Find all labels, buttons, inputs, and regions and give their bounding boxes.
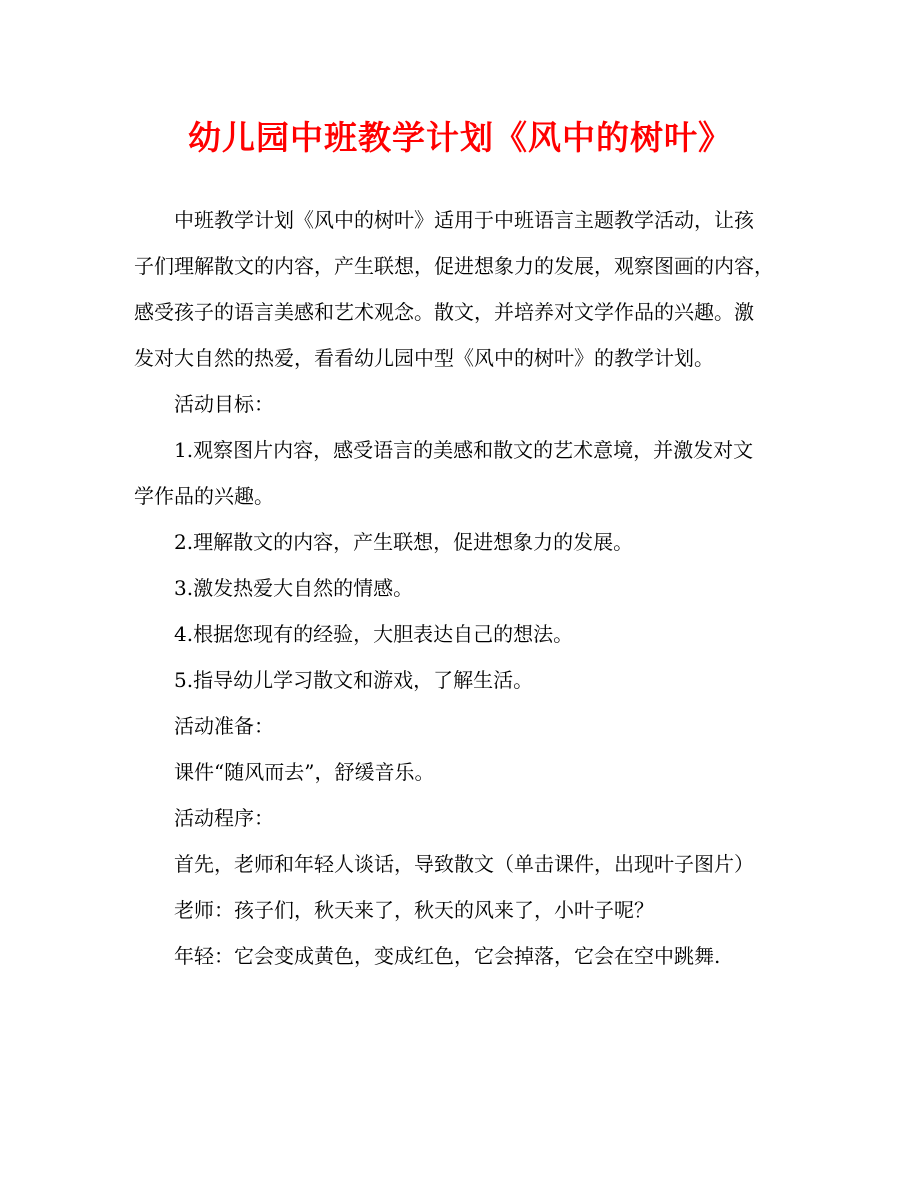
process-line: 年轻：它会变成黄色，变成红色，它会掉落，它会在空中跳舞. xyxy=(174,944,721,968)
process-line: 首先，老师和年轻人谈话，导致散文（单击课件，出现叶子图片） xyxy=(174,852,754,876)
prep-heading: 活动准备： xyxy=(174,714,274,738)
goal-item-2: 2.理解散文的内容，产生联想，促进想象力的发展。 xyxy=(174,530,634,554)
goal-item-5: 5.指导幼儿学习散文和游戏，了解生活。 xyxy=(174,668,534,692)
goals-heading: 活动目标： xyxy=(174,392,274,416)
goal-item-4: 4.根据您现有的经验，大胆表达自己的想法。 xyxy=(174,622,574,646)
document-title: 幼儿园中班教学计划《风中的树叶》 xyxy=(188,118,732,157)
goal-item-1 xyxy=(134,427,792,519)
goal-item-3: 3.激发热爱大自然的情感。 xyxy=(174,576,414,600)
document-body xyxy=(134,197,792,979)
process-line: 老师：孩子们，秋天来了，秋天的风来了，小叶子呢？ xyxy=(174,898,654,922)
goal-line: 学作品的兴趣。 xyxy=(134,484,274,508)
prep-text: 课件“随风而去”，舒缓音乐。 xyxy=(174,760,435,784)
intro-line: 发对大自然的热爱，看看幼儿园中型《风中的树叶》的教学计划。 xyxy=(134,346,714,370)
intro-paragraph xyxy=(134,197,792,381)
process-heading: 活动程序： xyxy=(174,806,274,830)
goal-line: 1.观察图片内容，感受语言的美感和散文的艺术意境，并激发对文 xyxy=(174,438,754,462)
intro-line: 感受孩子的语言美感和艺术观念。散文，并培养对文学作品的兴趣。激 xyxy=(134,300,754,324)
intro-line: 子们理解散文的内容，产生联想，促进想象力的发展，观察图画的内容， xyxy=(134,254,774,278)
intro-line: 中班教学计划《风中的树叶》适用于中班语言主题教学活动，让孩 xyxy=(174,208,754,232)
